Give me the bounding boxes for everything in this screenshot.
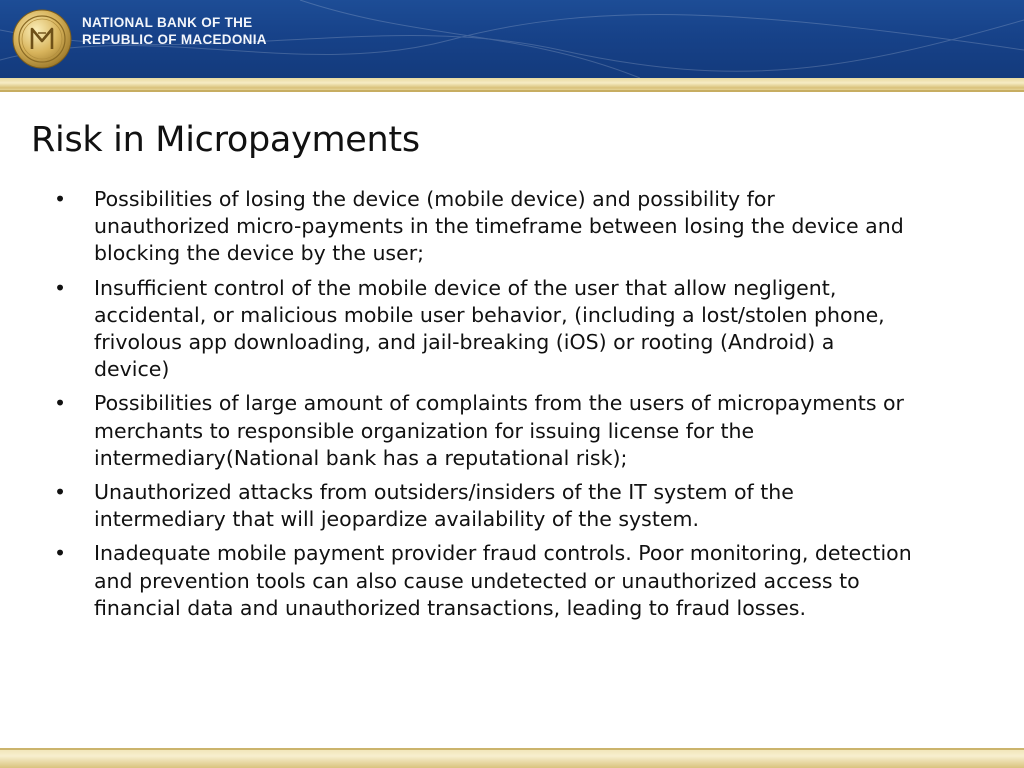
bullet-dot: • <box>54 187 67 211</box>
bullet-dot: • <box>54 275 67 300</box>
bank-name-line-1: NATIONAL BANK OF THE <box>82 15 253 30</box>
header-gold-line <box>0 90 1024 92</box>
bullet-text: Inadequate mobile payment provider fraud controls. Poor monitoring, detection and prevention tools can also cause undetected or unauthorized access to financial data and unauthorized transactions, leading to fraud losses. <box>94 541 912 620</box>
bullet-item <box>54 275 914 384</box>
bullet-text: Possibilities of losing the device (mobile device) and possibility for unauthorized micro-payments in the timeframe between losing the device and blocking the device by the user; <box>94 187 904 266</box>
bullet-list <box>54 186 914 629</box>
header-banner <box>0 0 1024 78</box>
header-gold-stripe <box>0 78 1024 92</box>
bullet-text: Insufficient control of the mobile device of the user that allow negligent, accidental, or malicious mobile user behavior, (including a lost/stolen phone, frivolous app downloading, and jail-breaking (iOS) or rooting (Android) a device) <box>94 275 885 382</box>
bullet-dot: • <box>54 480 67 505</box>
bullet-item <box>54 390 914 472</box>
bank-name <box>82 14 267 48</box>
footer-gold-stripe <box>0 748 1024 768</box>
bullet-item <box>54 540 914 622</box>
footer-gold-line <box>0 748 1024 750</box>
bank-seal-icon <box>12 9 72 69</box>
bullet-dot: • <box>54 391 67 416</box>
bullet-item <box>54 186 914 268</box>
bullet-dot: • <box>54 541 67 566</box>
bullet-item <box>54 479 914 533</box>
bullet-text: Unauthorized attacks from outsiders/insiders of the IT system of the intermediary that will jeopardize availability of the system. <box>94 480 794 532</box>
bullet-text: Possibilities of large amount of complaints from the users of micropayments or merchants to responsible organization for issuing license for the intermediary(National bank has a reputational risk); <box>94 391 904 470</box>
bank-name-line-2: REPUBLIC OF MACEDONIA <box>82 32 267 47</box>
slide-title: Risk in Micropayments <box>31 120 420 160</box>
